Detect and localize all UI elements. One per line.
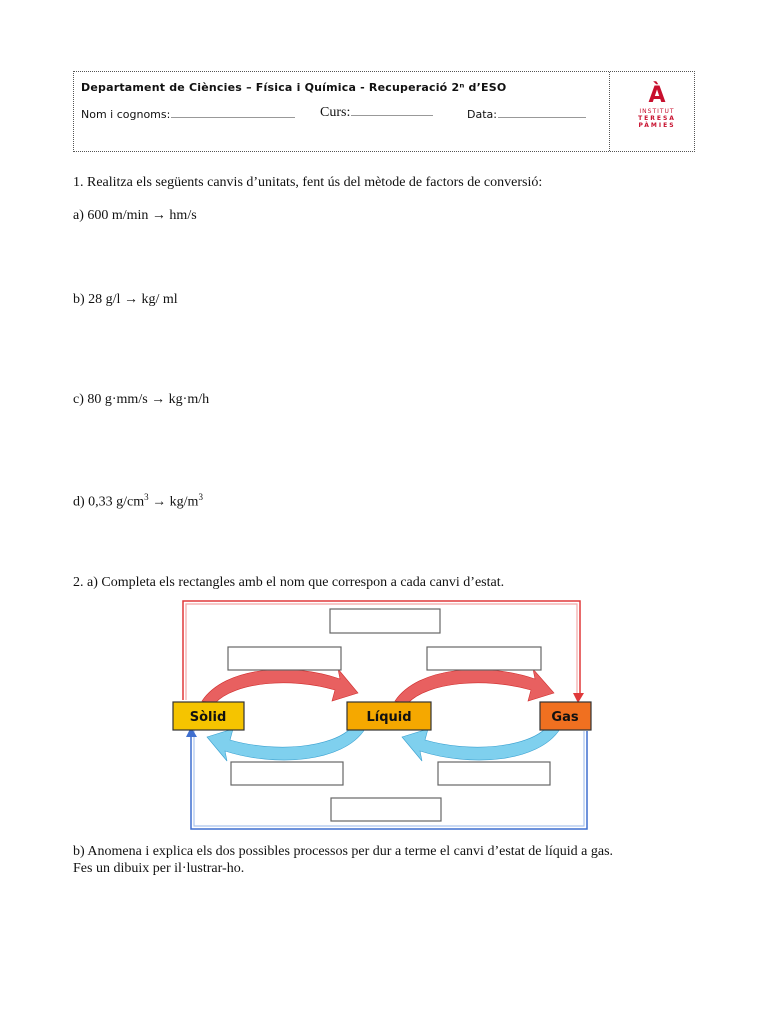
answer-box-upper-left[interactable] — [228, 647, 341, 670]
blue-arrow-gas-liquid — [402, 727, 560, 761]
answer-box-lower-left[interactable] — [231, 762, 343, 785]
header-title: Departament de Ciències – Física i Química - Recuperació 2ⁿ d’ESO — [81, 81, 507, 94]
answer-box-lower-right[interactable] — [438, 762, 550, 785]
answer-box-top[interactable] — [330, 609, 440, 633]
header-divider — [609, 72, 610, 151]
exercise1-d: d) 0,33 $g/cm^3 \to kg/m^3$ — [73, 492, 203, 510]
answer-box-upper-right[interactable] — [427, 647, 541, 670]
exercise2-b-line1: b) Anomena i explica els dos possibles processos per dur a terme el canvi d’estat de líquid a gas. — [73, 844, 614, 859]
blue-arrow-liquid-solid — [207, 727, 365, 761]
state-label-liquid: Líquid — [366, 710, 412, 725]
exercise1-a: a) 600 m/min → hm/s — [73, 208, 197, 223]
date-field[interactable] — [467, 108, 586, 121]
course-field[interactable] — [320, 105, 433, 121]
answer-box-bottom[interactable] — [331, 798, 441, 821]
exercise1-c: c) 80 g·mm/s → kg·m/h — [73, 392, 210, 407]
red-arrow-solid-liquid — [202, 669, 358, 703]
state-change-diagram — [170, 597, 598, 835]
date-label: Data: — [467, 108, 497, 121]
exercise2-b-line2: Fes un dibuix per il·lustrar-ho. — [73, 861, 245, 876]
exercise1-b: b) 28 g/l → kg/ ml — [73, 292, 178, 307]
exercise2-a-prompt: 2. a) Completa els rectangles amb el nom que correspon a cada canvi d’estat. — [73, 575, 505, 590]
exercise1-prompt: 1. Realitza els següents canvis d’unitats, fent ús del mètode de factors de conversió: — [73, 175, 543, 190]
name-label: Nom i cognoms: — [81, 108, 171, 121]
state-label-solid: Sòlid — [189, 710, 227, 725]
name-field[interactable] — [81, 108, 295, 121]
state-label-gas: Gas — [551, 710, 579, 725]
header-box — [73, 71, 695, 152]
course-label: Curs: — [320, 105, 351, 120]
school-logo: À INSTITUT TERESA PÀMIES — [638, 83, 676, 129]
red-arrow-liquid-gas — [395, 669, 554, 703]
